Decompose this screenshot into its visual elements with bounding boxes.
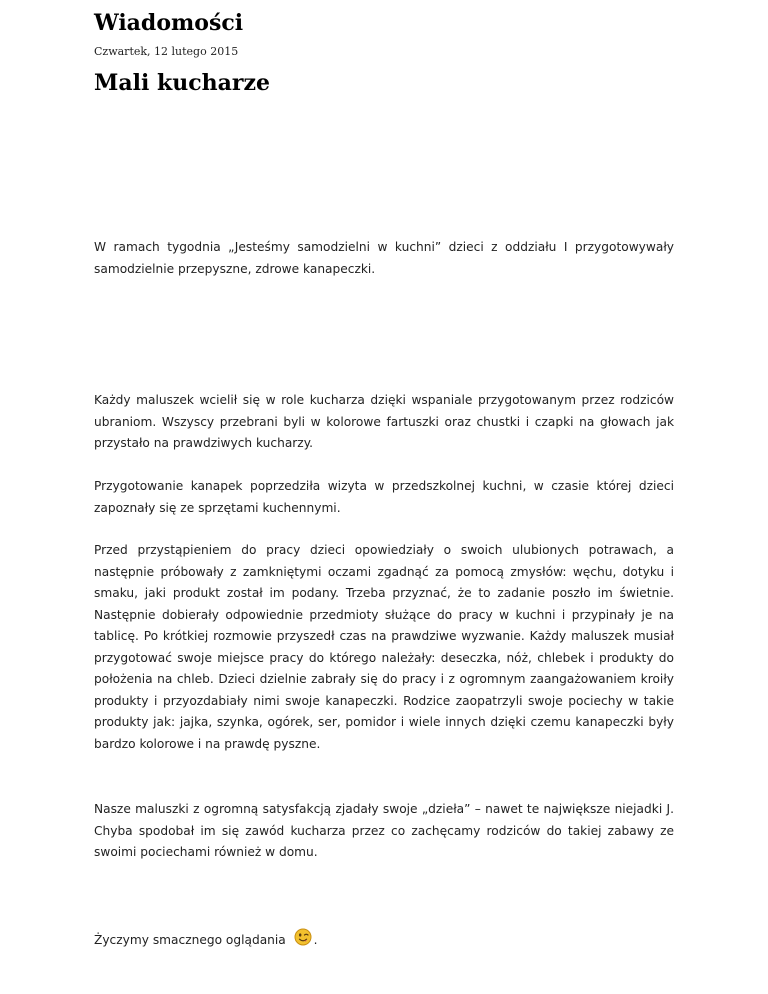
post-paragraph-summary: Nasze maluszki z ogromną satysfakcją zjadały swoje „dzieła” – nawet te największe niejadki J. Chyba spodobał im się zawód kucharza przez co zachęcamy rodziców do takiej zabawy ze swoimi pociechami również w domu. — [94, 802, 674, 859]
post-paragraph-activities: Przed przystąpieniem do pracy dzieci opowiedziały o swoich ulubionych potrawach, a następnie próbowały z zamkniętymi oczami zgadnąć za pomocą zmysłów: węchu, dotyku i smaku, jaki produkt został im podany. Trzeba przyznać, że to zadanie poszło im świetnie. Następnie dobierały odpowiednie przedmioty służące do pracy w kuchni i przypinały je na tablicę. Po krótkiej rozmowie przyszedł czas na prawdziwe wyzwanie. Każdy maluszek musiał przygotować swoje miejsce pracy do którego należały: deseczka, nóż, chlebek i produkty do położenia na chleb. Dzieci dzielnie zabrały się do pracy i z ogromnym zaangażowaniem kroiły produkty i przyozdabiały nimi swoje kanapeczki. Rodzice zaopatrzyli swoje pociechy w takie produkty jak: jajka, szynka, ogórek, ser, pomidor i wiele innych dzięki czemu kanapeczki były bardzo kolorowe i na prawdę pyszne. — [94, 543, 674, 751]
post-paragraph-kitchen-visit: Przygotowanie kanapek poprzedziła wizyta w przedszkolnej kuchni, w czasie której dzieci zapoznały się ze sprzętami kuchennymi. — [94, 479, 674, 515]
post-paragraph-intro: W ramach tygodnia „Jesteśmy samodzielni w kuchni” dzieci z oddziału I przygotowywały samodzielnie przepyszne, zdrowe kanapeczki. — [94, 240, 674, 276]
winking-smiley-icon — [294, 928, 312, 946]
post-paragraph-costumes: Każdy maluszek wcielił się w role kucharza dzięki wspaniale przygotowanym przez rodziców ubraniom. Wszyscy przebrani byli w kolorowe fartuszki oraz chustki i czapki na głowach jak przystało na prawdziwych kucharzy. — [94, 393, 674, 450]
post-title: Mali kucharze — [94, 70, 270, 96]
post-closing-line — [94, 928, 674, 952]
post-date: Czwartek, 12 lutego 2015 — [94, 45, 239, 58]
site-title: Wiadomości — [94, 10, 244, 36]
closing-text: Życzymy smacznego oglądania — [94, 933, 286, 947]
closing-period: . — [313, 933, 318, 947]
